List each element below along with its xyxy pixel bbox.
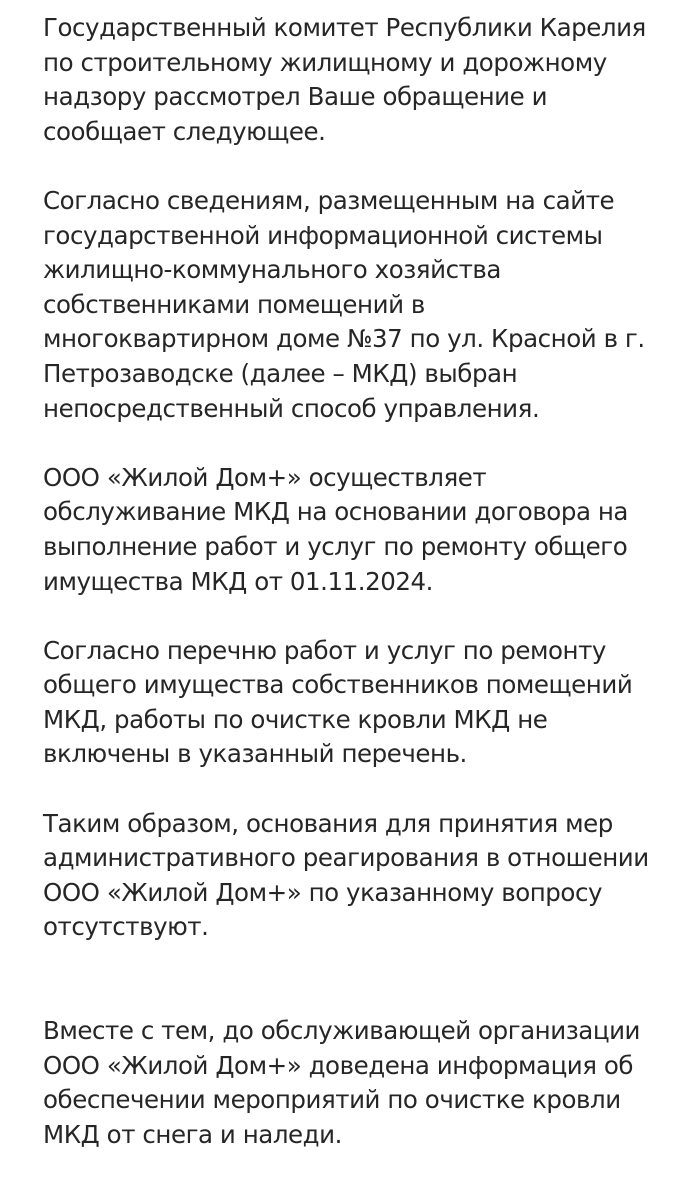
text-line: Таким образом, основания для принятия мер xyxy=(43,808,613,838)
text-line: имущества МКД от 01.11.2024. xyxy=(43,566,434,596)
text-line: Согласно сведениям, размещенным на сайте xyxy=(43,185,615,215)
paragraph-management-method xyxy=(43,184,653,426)
text-line: ООО «Жилой Дом+» осуществляет xyxy=(43,462,487,492)
text-line: отсутствуют. xyxy=(43,912,209,942)
text-line: обслуживание МКД на основании договора на xyxy=(43,497,628,527)
text-line: Вместе с тем, до обслуживающей организации xyxy=(43,1016,641,1046)
text-line: многоквартирном доме №37 по ул. Красной в г. xyxy=(43,324,645,354)
paragraph-works-list xyxy=(43,634,653,772)
text-line: ООО «Жилой Дом+» по указанному вопросу xyxy=(43,877,603,907)
paragraph-intro xyxy=(43,11,653,149)
text-line: Государственный комитет Республики Карелия xyxy=(43,13,646,42)
text-line: сообщает следующее. xyxy=(43,116,326,146)
text-line: непосредственный способ управления. xyxy=(43,393,540,423)
paragraph-conclusion xyxy=(43,807,653,945)
text-line: общего имущества собственников помещений xyxy=(43,670,633,700)
text-line: Согласно перечню работ и услуг по ремонту xyxy=(43,635,606,665)
text-line: административного реагирования в отношении xyxy=(43,843,649,873)
text-line: по строительному жилищному и дорожному xyxy=(43,47,607,77)
text-line: собственниками помещений в xyxy=(43,289,425,319)
text-line: обеспечении мероприятий по очистке кровли xyxy=(43,1085,621,1115)
text-line: надзору рассмотрел Ваше обращение и xyxy=(43,82,548,112)
text-line: МКД, работы по очистке кровли МКД не xyxy=(43,704,548,734)
text-line: включены в указанный перечень. xyxy=(43,739,467,769)
text-line: жилищно-коммунального хозяйства xyxy=(43,255,501,285)
paragraph-service-contract xyxy=(43,461,653,599)
text-line: Петрозаводске (далее – МКД) выбран xyxy=(43,358,518,388)
paragraph-notification xyxy=(43,1014,653,1152)
text-line: выполнение работ и услуг по ремонту общего xyxy=(43,531,628,561)
text-line: ООО «Жилой Дом+» доведена информация об xyxy=(43,1050,634,1080)
text-line: государственной информационной системы xyxy=(43,220,603,250)
text-line: МКД от снега и наледи. xyxy=(43,1120,342,1149)
